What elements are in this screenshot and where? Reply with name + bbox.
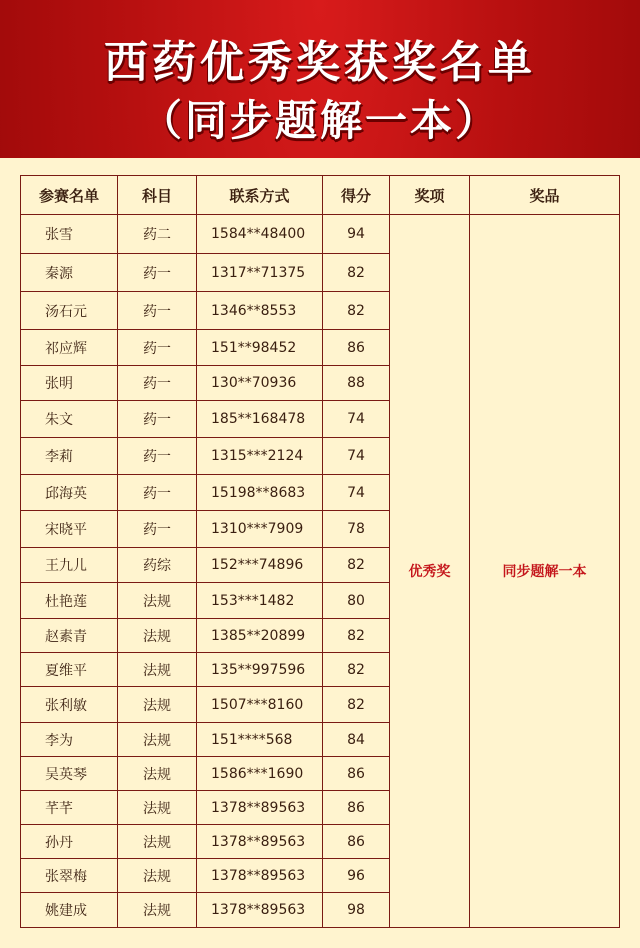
winner-name: 朱文: [21, 401, 118, 438]
winner-name: 杜艳莲: [21, 583, 118, 619]
score-cell: 86: [323, 330, 390, 366]
winner-name: 汤石元: [21, 292, 118, 330]
score-cell: 88: [323, 366, 390, 401]
contact-cell: 1584**48400: [197, 215, 323, 254]
score-cell: 82: [323, 687, 390, 723]
winner-name: 李为: [21, 723, 118, 757]
score-cell: 74: [323, 475, 390, 511]
subject-cell: 法规: [118, 791, 197, 825]
col-header-contact: 联系方式: [197, 176, 323, 215]
subject-cell: 法规: [118, 653, 197, 687]
contact-cell: 1310***7909: [197, 511, 323, 548]
winner-name: 邱海英: [21, 475, 118, 511]
subject-cell: 法规: [118, 859, 197, 893]
contact-cell: 1507***8160: [197, 687, 323, 723]
subject-cell: 药二: [118, 215, 197, 254]
contact-cell: 1317**71375: [197, 254, 323, 292]
contact-cell: 153***1482: [197, 583, 323, 619]
winner-name: 秦源: [21, 254, 118, 292]
contact-cell: 1385**20899: [197, 619, 323, 653]
page-title: 西药优秀奖获奖名单: [104, 37, 536, 88]
subject-cell: 药一: [118, 330, 197, 366]
score-cell: 94: [323, 215, 390, 254]
page-subtitle: （同步题解一本）: [139, 96, 500, 145]
contact-cell: 1378**89563: [197, 825, 323, 859]
subject-cell: 药一: [118, 475, 197, 511]
winner-name: 孙丹: [21, 825, 118, 859]
winner-name: 夏维平: [21, 653, 118, 687]
score-cell: 80: [323, 583, 390, 619]
subject-cell: 药一: [118, 401, 197, 438]
score-cell: 82: [323, 548, 390, 583]
score-cell: 78: [323, 511, 390, 548]
score-cell: 82: [323, 619, 390, 653]
winner-name: 宋晓平: [21, 511, 118, 548]
winner-name: 王九儿: [21, 548, 118, 583]
subject-cell: 药一: [118, 254, 197, 292]
winner-name: 芊芊: [21, 791, 118, 825]
score-cell: 74: [323, 438, 390, 475]
col-header-subject: 科目: [118, 176, 197, 215]
score-cell: 84: [323, 723, 390, 757]
score-cell: 86: [323, 825, 390, 859]
subject-cell: 法规: [118, 723, 197, 757]
winner-name: 赵素青: [21, 619, 118, 653]
subject-cell: 法规: [118, 893, 197, 928]
score-cell: 74: [323, 401, 390, 438]
subject-cell: 药一: [118, 511, 197, 548]
contact-cell: 1378**89563: [197, 791, 323, 825]
winner-name: 祁应辉: [21, 330, 118, 366]
contact-cell: 130**70936: [197, 366, 323, 401]
contact-cell: 152***74896: [197, 548, 323, 583]
winner-name: 张利敏: [21, 687, 118, 723]
results-panel: [0, 158, 640, 948]
table-row: [21, 215, 620, 254]
col-header-prize: 奖品: [470, 176, 620, 215]
winner-name: 张翠梅: [21, 859, 118, 893]
score-cell: 96: [323, 859, 390, 893]
contact-cell: 1346**8553: [197, 292, 323, 330]
subject-cell: 法规: [118, 619, 197, 653]
score-cell: 86: [323, 791, 390, 825]
winner-name: 张明: [21, 366, 118, 401]
contact-cell: 1378**89563: [197, 859, 323, 893]
subject-cell: 药一: [118, 366, 197, 401]
contact-cell: 1315***2124: [197, 438, 323, 475]
table-header-row: [21, 176, 620, 215]
score-cell: 98: [323, 893, 390, 928]
score-cell: 86: [323, 757, 390, 791]
col-header-name: 参赛名单: [21, 176, 118, 215]
winner-name: 张雪: [21, 215, 118, 254]
winner-name: 姚建成: [21, 893, 118, 928]
score-cell: 82: [323, 653, 390, 687]
subject-cell: 药一: [118, 438, 197, 475]
subject-cell: 法规: [118, 583, 197, 619]
subject-cell: 药一: [118, 292, 197, 330]
winner-name: 李莉: [21, 438, 118, 475]
col-header-award: 奖项: [390, 176, 470, 215]
score-cell: 82: [323, 254, 390, 292]
contact-cell: 1586***1690: [197, 757, 323, 791]
score-cell: 82: [323, 292, 390, 330]
contact-cell: 185**168478: [197, 401, 323, 438]
subject-cell: 药综: [118, 548, 197, 583]
contact-cell: 151**98452: [197, 330, 323, 366]
contact-cell: 15198**8683: [197, 475, 323, 511]
contact-cell: 1378**89563: [197, 893, 323, 928]
prize-cell: 同步题解一本: [470, 215, 620, 928]
winners-table: [20, 175, 620, 928]
award-cell: 优秀奖: [390, 215, 470, 928]
contact-cell: 135**997596: [197, 653, 323, 687]
subject-cell: 法规: [118, 757, 197, 791]
col-header-score: 得分: [323, 176, 390, 215]
contact-cell: 151****568: [197, 723, 323, 757]
table-body: [21, 215, 620, 928]
subject-cell: 法规: [118, 825, 197, 859]
winner-name: 吴英琴: [21, 757, 118, 791]
subject-cell: 法规: [118, 687, 197, 723]
